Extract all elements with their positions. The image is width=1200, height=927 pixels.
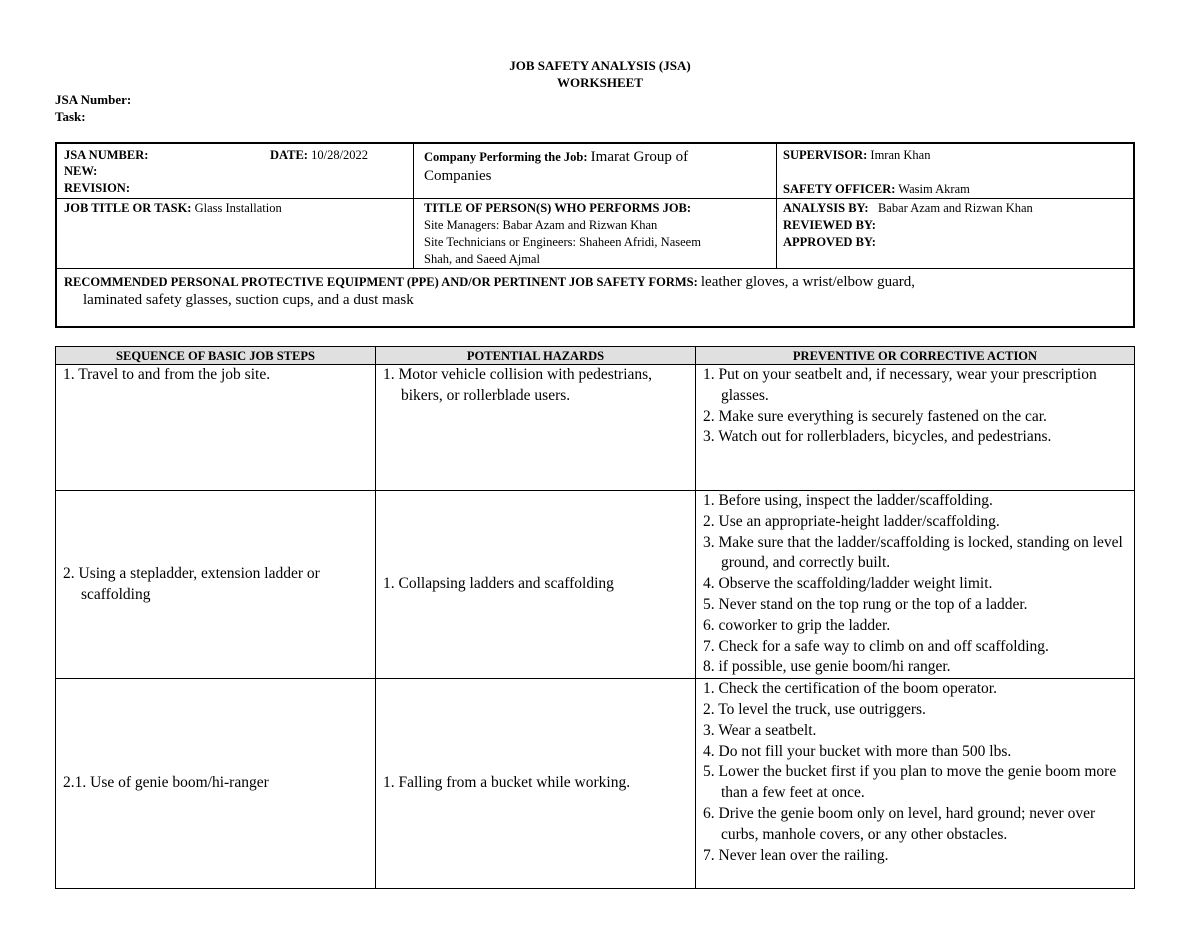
date-value: 10/28/2022 [311, 148, 369, 162]
ppe-label: RECOMMENDED PERSONAL PROTECTIVE EQUIPMENT (PPE) AND/OR PERTINENT JOB SAFETY FORMS: [64, 275, 698, 289]
hazard-text: 1. Collapsing ladders and scaffolding [383, 575, 614, 593]
job-step-text: 2.1. Use of genie boom/hi-ranger [63, 774, 269, 792]
job-step-cell [56, 491, 376, 679]
persons-label: TITLE OF PERSON(S) WHO PERFORMS JOB: [424, 201, 692, 215]
safety-officer-field [783, 181, 970, 198]
action-item: 3. Wear a seatbelt. [703, 721, 817, 739]
supervisor-label: SUPERVISOR: [783, 148, 868, 162]
job-step-cell [56, 365, 376, 491]
action-item: 1. Check the certification of the boom operator. [703, 680, 997, 698]
action-item: 5. Never stand on the top rung or the top of a ladder. [703, 595, 1028, 613]
action-item: 3. Watch out for rollerbladers, bicycles, and pedestrians. [703, 428, 1052, 446]
action-item: 6. coworker to grip the ladder. [703, 616, 891, 634]
table-row [56, 679, 1135, 889]
job-step-text: 2. Using a stepladder, extension ladder or scaffolding [63, 564, 320, 603]
table-row [56, 491, 1135, 679]
jsa-header-box [55, 142, 1135, 328]
persons-line: Shah, and Saeed Ajmal [424, 252, 540, 266]
ppe-field [64, 272, 1124, 292]
action-item: 7. Check for a safe way to climb on and off scaffolding. [703, 637, 1049, 655]
company-value: Imarat Group of [590, 149, 689, 165]
ppe-value: leather gloves, a wrist/elbow guard, [700, 274, 915, 290]
action-item: 2. Make sure everything is securely fastened on the car. [703, 407, 1047, 425]
analysis-field [783, 200, 1033, 217]
action-item: 7. Never lean over the railing. [703, 846, 889, 864]
action-item: 4. Do not fill your bucket with more than 500 lbs. [703, 742, 1012, 760]
persons-line: Site Technicians or Engineers: Shaheen Afridi, Naseem [424, 235, 701, 249]
action-item: 2. To level the truck, use outriggers. [703, 700, 926, 718]
action-cell [696, 365, 1135, 491]
action-item: 8. if possible, use genie boom/hi ranger. [703, 658, 951, 676]
action-item: 4. Observe the scaffolding/ladder weight limit. [703, 575, 993, 593]
analysis-value: Babar Azam and Rizwan Khan [877, 201, 1033, 215]
job-step-text: 1. Travel to and from the job site. [63, 366, 271, 383]
jsa-number-field-label: JSA NUMBER: [64, 148, 149, 162]
date-label: DATE: [270, 148, 308, 162]
table-header-row [56, 347, 1135, 365]
action-cell [696, 679, 1135, 889]
action-item: 3. Make sure that the ladder/scaffolding is locked, standing on level ground, and correctly built. [703, 533, 1123, 572]
job-title-label: JOB TITLE OR TASK: [64, 201, 192, 215]
header-divider [413, 144, 414, 268]
header-divider [57, 268, 1133, 269]
date-field [270, 147, 368, 164]
supervisor-field [783, 147, 930, 164]
document-subtitle: WORKSHEET [557, 75, 643, 90]
hazard-text: 1. Motor vehicle collision with pedestrians, bikers, or rollerblade users. [383, 366, 653, 404]
hazard-cell [376, 365, 696, 491]
new-label: NEW: [64, 164, 98, 178]
approved-label: APPROVED BY: [783, 235, 876, 249]
action-item: 1. Put on your seatbelt and, if necessary, wear your prescription glasses. [703, 366, 1097, 404]
header-divider [57, 198, 1133, 199]
action-item: 5. Lower the bucket first if you plan to move the genie boom more than a few feet at once. [703, 763, 1117, 802]
action-item: 1. Before using, inspect the ladder/scaffolding. [703, 492, 993, 509]
action-item: 2. Use an appropriate-height ladder/scaffolding. [703, 512, 1000, 530]
supervisor-value: Imran Khan [870, 148, 931, 162]
safety-officer-label: SAFETY OFFICER: [783, 182, 896, 196]
job-title-value: Glass Installation [194, 201, 282, 215]
hazard-cell [376, 679, 696, 889]
job-title-field [64, 200, 282, 217]
revision-label: REVISION: [64, 181, 130, 195]
jsa-number-label: JSA Number: [55, 92, 132, 107]
column-header: PREVENTIVE OR CORRECTIVE ACTION [696, 347, 1135, 365]
header-divider [776, 144, 777, 268]
job-step-cell [56, 679, 376, 889]
analysis-label: ANALYSIS BY: [783, 201, 869, 215]
task-label: Task: [55, 109, 86, 124]
column-header: POTENTIAL HAZARDS [376, 347, 696, 365]
persons-line: Site Managers: Babar Azam and Rizwan Khan [424, 218, 658, 232]
hazard-text: 1. Falling from a bucket while working. [383, 774, 631, 792]
hazard-cell [376, 491, 696, 679]
document-title: JOB SAFETY ANALYSIS (JSA) [509, 58, 691, 73]
action-cell [696, 491, 1135, 679]
safety-officer-value: Wasim Akram [898, 182, 970, 196]
column-header: SEQUENCE OF BASIC JOB STEPS [56, 347, 376, 365]
ppe-value-line2: laminated safety glasses, suction cups, and a dust mask [83, 292, 414, 308]
reviewed-label: REVIEWED BY: [783, 218, 876, 232]
company-value-line2: Companies [424, 168, 492, 184]
job-steps-table [55, 346, 1135, 889]
table-row [56, 365, 1135, 491]
action-item: 6. Drive the genie boom only on level, hard ground; never over curbs, manhole covers, or any other obstacles. [703, 804, 1096, 843]
company-label: Company Performing the Job: [424, 150, 588, 164]
company-field [424, 148, 688, 167]
